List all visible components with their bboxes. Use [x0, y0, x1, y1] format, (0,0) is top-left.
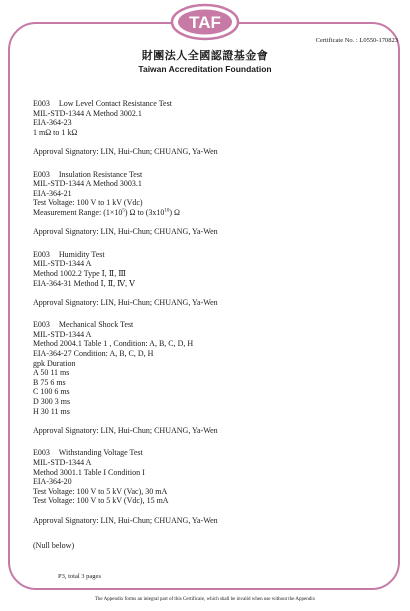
section-line: MIL-STD-1344 A Method 3002.1 [33, 108, 142, 118]
section-heading [33, 99, 383, 109]
page-info: P3, total 3 pages [58, 573, 101, 580]
section-line: EIA-364-20 [33, 477, 72, 487]
section-title: Mechanical Shock Test [58, 320, 134, 330]
section-line: Method 2004.1 Table 1 , Condition: A, B, C, D, H [33, 339, 194, 349]
appendix-content [33, 99, 383, 551]
org-name-english: Taiwan Accreditation Foundation [138, 64, 272, 74]
section-line: Method 3001.1 Table I Condition I [33, 467, 145, 477]
footer-note: The Appendix forms an integral part of this Certificate, which shall be invalid when use without the Appendix [94, 597, 316, 602]
approval-signatory: Approval Signatory: LIN, Hui-Chun; CHUANG, Ya-Wen [33, 146, 218, 156]
section-line: A 50 11 ms [33, 368, 70, 378]
approval-signatory: Approval Signatory: LIN, Hui-Chun; CHUANG, Ya-Wen [33, 297, 218, 307]
taf-logo [170, 2, 240, 42]
section-line: D 300 3 ms [33, 397, 71, 407]
section-line: C 100 6 ms [33, 387, 70, 397]
section-line: Method 1002.2 Type Ⅰ, Ⅱ, Ⅲ [33, 268, 126, 278]
section-line: Test Voltage: 100 V to 5 kV (Vdc), 15 mA [33, 496, 169, 506]
section-line: MIL-STD-1344 A [33, 259, 92, 269]
null-below: (Null below) [33, 541, 75, 551]
section-line: MIL-STD-1344 A [33, 329, 92, 339]
section-heading [33, 170, 383, 180]
org-name-chinese: 財團法人全國認證基金會 [141, 49, 269, 62]
section-heading [33, 448, 383, 458]
approval-signatory: Approval Signatory: LIN, Hui-Chun; CHUANG, Ya-Wen [33, 425, 218, 435]
section-mechanical-shock [33, 320, 383, 435]
section-line: H 30 11 ms [33, 406, 70, 416]
section-line: Test Voltage: 100 V to 5 kV (Vac), 30 mA [33, 486, 168, 496]
certificate-number: Certificate No. : L0550-170823 [315, 37, 398, 44]
section-line: EIA-364-21 [33, 188, 72, 198]
section-line: 1 mΩ to 1 kΩ [33, 127, 78, 137]
section-code: E003 [33, 99, 50, 108]
section-line: EIA-364-31 Method Ⅰ, Ⅱ, Ⅳ, Ⅴ [33, 278, 135, 288]
section-humidity [33, 250, 383, 308]
section-heading [33, 320, 383, 330]
approval-signatory: Approval Signatory: LIN, Hui-Chun; CHUANG, Ya-Wen [33, 515, 218, 525]
measurement-range: Measurement Range: $(1\times 10^5)$ Ω to $(3x10^{10})$ Ω [33, 207, 180, 217]
section-code: E003 [33, 249, 50, 259]
section-heading [33, 250, 383, 260]
section-insulation-resistance [33, 170, 383, 237]
section-title: Insulation Resistance Test [58, 169, 143, 179]
section-code: E003 [33, 169, 50, 179]
section-line: EIA-364-23 [33, 118, 72, 128]
section-withstanding-voltage [33, 448, 383, 525]
section-line: gpk Duration [33, 358, 76, 368]
section-line: Test Voltage: 100 V to 1 kV (Vdc) [33, 198, 143, 208]
section-line: MIL-STD-1344 A Method 3003.1 [33, 179, 142, 189]
logo-text: TAF [189, 13, 221, 32]
approval-signatory: Approval Signatory: LIN, Hui-Chun; CHUANG, Ya-Wen [33, 227, 218, 237]
section-title: Low Level Contact Resistance Test [58, 99, 172, 108]
section-line: MIL-STD-1344 A [33, 458, 92, 467]
section-title: Humidity Test [58, 249, 105, 259]
section-title: Withstanding Voltage Test [58, 448, 143, 458]
section-line: EIA-364-27 Condition: A, B, C, D, H [33, 349, 154, 359]
section-line: B 75 6 ms [33, 377, 66, 387]
section-contact-resistance [33, 99, 383, 157]
section-code: E003 [33, 320, 50, 330]
section-code: E003 [33, 448, 50, 458]
